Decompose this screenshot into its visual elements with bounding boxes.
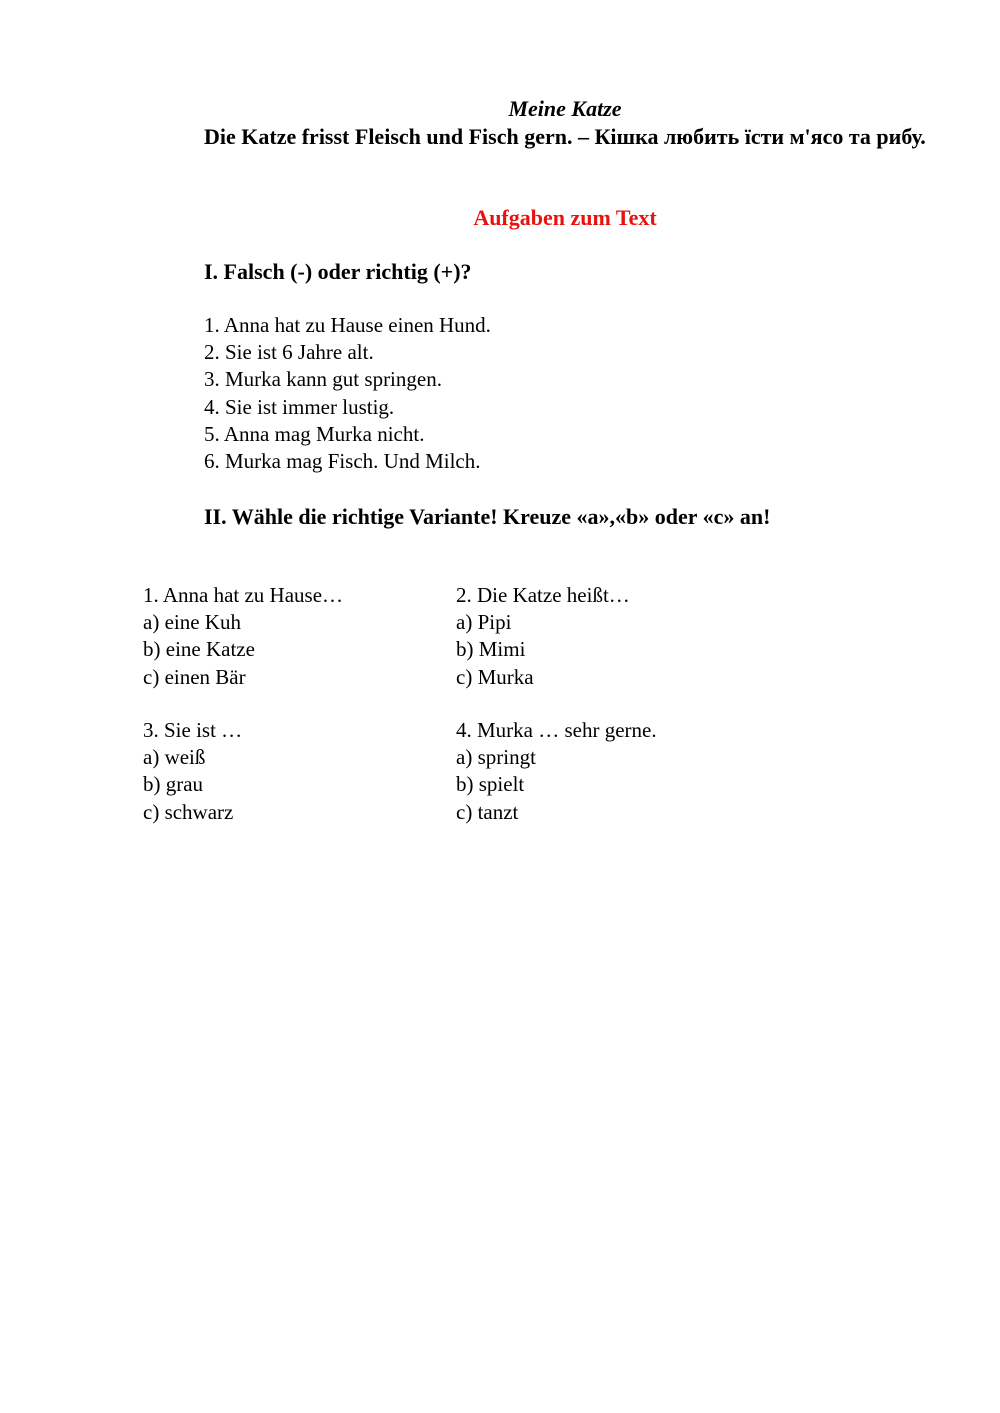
question-4-option-a[interactable]: a) springt — [456, 745, 536, 770]
question-1-option-b[interactable]: b) eine Katze — [143, 637, 255, 662]
section1-heading: I. Falsch (-) oder richtig (+)? — [204, 259, 472, 284]
question-3-option-c[interactable]: c) schwarz — [143, 799, 234, 824]
section2-heading: II. Wähle die richtige Variante! Kreuze «a»,«b» oder «c» an! — [204, 504, 771, 529]
question-1-option-c[interactable]: c) einen Bär — [143, 664, 246, 689]
question-3-option-a[interactable]: a) weiß — [143, 745, 206, 770]
question-3-option-b[interactable]: b) grau — [143, 772, 204, 797]
question-block-1 — [143, 582, 343, 691]
true-false-list — [204, 312, 491, 475]
question-block-3 — [143, 717, 242, 826]
question-block-4 — [456, 717, 657, 826]
intro-sentence: Die Katze frisst Fleisch und Fisch gern. – Кішка любить їсти м'ясо та рибу. — [204, 124, 926, 149]
statement-6: 6. Murka mag Fisch. Und Milch. — [204, 449, 481, 474]
statement-1: 1. Anna hat zu Hause einen Hund. — [204, 313, 491, 337]
statement-2: 2. Sie ist 6 Jahre alt. — [204, 340, 374, 365]
question-4-option-c[interactable]: c) tanzt — [456, 799, 519, 824]
question-2-option-b[interactable]: b) Mimi — [456, 637, 526, 662]
document-title: Meine Katze — [508, 96, 622, 121]
question-2-option-c[interactable]: c) Murka — [456, 664, 534, 689]
question-1: 1. Anna hat zu Hause… — [143, 583, 344, 607]
question-3: 3. Sie ist … — [143, 718, 243, 742]
question-1-option-a[interactable]: a) eine Kuh — [143, 610, 241, 635]
statement-5: 5. Anna mag Murka nicht. — [204, 421, 425, 446]
question-4: 4. Murka … sehr gerne. — [456, 718, 657, 742]
question-2-option-a[interactable]: a) Pipi — [456, 610, 512, 635]
question-2: 2. Die Katze heißt… — [456, 583, 630, 607]
question-block-2 — [456, 582, 630, 691]
question-4-option-b[interactable]: b) spielt — [456, 772, 525, 797]
statement-4: 4. Sie ist immer lustig. — [204, 394, 395, 419]
tasks-heading: Aufgaben zum Text — [473, 205, 657, 230]
statement-3: 3. Murka kann gut springen. — [204, 367, 442, 392]
